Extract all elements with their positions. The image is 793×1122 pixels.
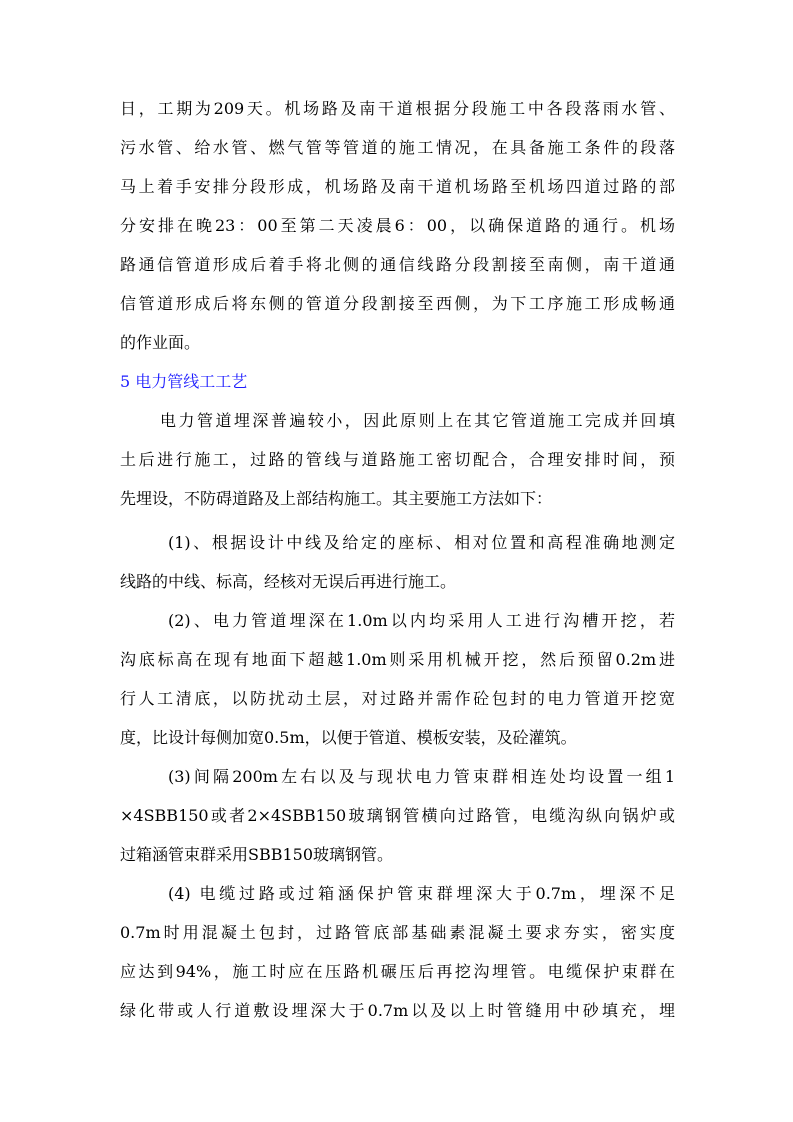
list-item-line: 线路的中线、标高，经核对无误后再进行施工。	[120, 572, 457, 591]
text-line: 路通信管道形成后着手将北侧的通信线路分段割接至南侧，南干道通	[120, 255, 675, 274]
text-line: 电力管道埋深普遍较小，因此原则上在其它管道施工完成并回填	[160, 411, 675, 430]
list-item-line: (2)、电力管道埋深在1.0m以内均采用人工进行沟槽开挖，若	[168, 611, 675, 630]
list-item-line: (4) 电缆过路或过箱涵保护管束群埋深大于0.7m，埋深不足	[168, 884, 675, 903]
text-line: 先埋设，不防碍道路及上部结构施工。其主要施工方法如下：	[120, 489, 553, 508]
text-line: 土后进行施工，过路的管线与道路施工密切配合，合理安排时间，预	[120, 450, 675, 469]
text-line: 分安排在晚23：00至第二天凌晨6：00，以确保道路的通行。机场	[120, 216, 675, 235]
list-item-line: 沟底标高在现有地面下超越1.0m则采用机械开挖，然后预留0.2m进	[120, 650, 675, 669]
list-item-line: (1)、根据设计中线及给定的座标、相对位置和高程准确地测定	[168, 533, 675, 552]
text-line: 日，工期为209天。机场路及南干道根据分段施工中各段落雨水管、	[120, 99, 675, 118]
list-item-line: 行人工清底，以防扰动土层，对过路并需作砼包封的电力管道开挖宽	[120, 689, 675, 708]
text-line: 污水管、给水管、燃气管等管道的施工情况，在具备施工条件的段落	[120, 138, 675, 157]
list-item-line: 度，比设计每侧加宽0.5m，以便于管道、模板安装，及砼灌筑。	[120, 728, 577, 747]
list-item-line: 过箱涵管束群采用SBB150玻璃钢管。	[120, 845, 394, 864]
text-line: 信管道形成后将东侧的管道分段割接至西侧，为下工序施工形成畅通	[120, 294, 675, 313]
text-line: 马上着手安排分段形成，机场路及南干道机场路至机场四道过路的部	[120, 177, 675, 196]
list-item-line: 0.7m时用混凝土包封，过路管底部基础素混凝土要求夯实，密实度	[120, 923, 675, 942]
list-item-line: (3)间隔200m左右以及与现状电力管束群相连处均设置一组1	[168, 767, 675, 786]
list-item-line: 应达到94%，施工时应在压路机碾压后再挖沟埋管。电缆保护束群在	[120, 962, 675, 981]
list-item-line: 绿化带或人行道敷设埋深大于0.7m以及以上时管缝用中砂填充，埋	[120, 1001, 675, 1020]
section-heading: 5 电力管线工工艺	[120, 372, 248, 391]
list-item-line: ×4SBB150或者2×4SBB150玻璃钢管横向过路管，电缆沟纵向锅炉或	[120, 806, 675, 825]
text-line: 的作业面。	[120, 333, 201, 352]
